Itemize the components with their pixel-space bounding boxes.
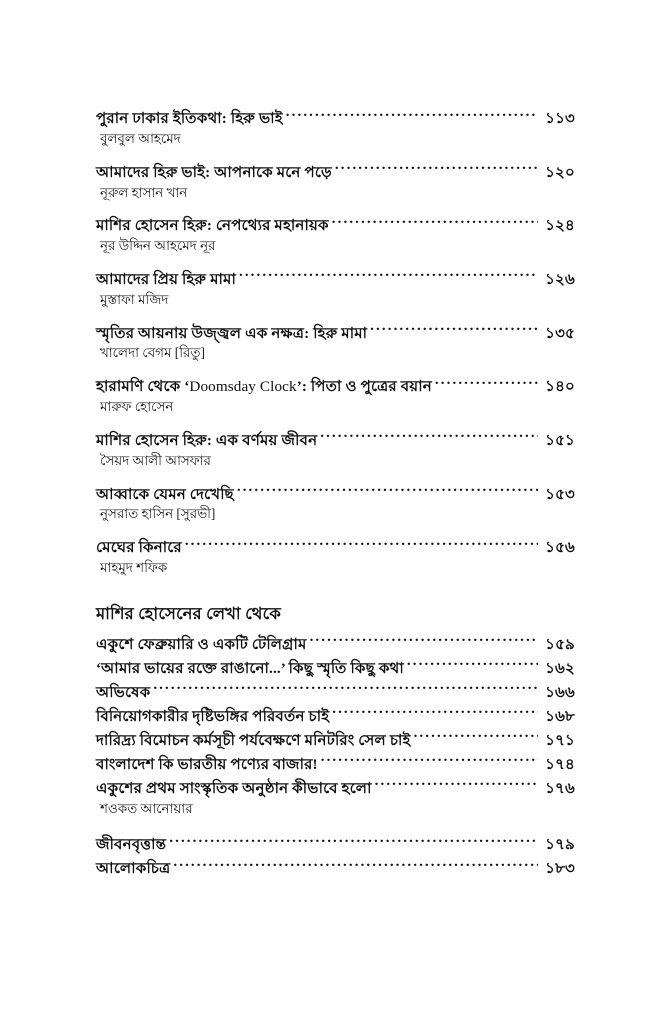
dot-leader (320, 430, 538, 445)
toc-entry-title: পুরান ঢাকার ইতিকথা: হিরু ভাই (96, 110, 283, 128)
toc-entry-title: স্মৃতির আয়নায় উজ্জ্বল এক নক্ষত্র: হিরু মামা (96, 324, 368, 342)
toc-entry-author: মারুফ হোসেন (100, 399, 174, 415)
toc-entry-page: ১৬৮ (545, 707, 575, 725)
toc-entry[interactable] (96, 537, 575, 577)
dot-leader (185, 537, 538, 552)
toc-entry-line (96, 682, 575, 703)
toc-entry-page: ১২৪ (545, 217, 575, 235)
toc-entry[interactable] (96, 376, 575, 416)
toc-entry-title: একুশের প্রথম সাংস্কৃতিক অনুষ্ঠান কীভাবে হলো (96, 779, 372, 797)
toc-entry[interactable] (96, 108, 575, 148)
toc-entry-title: মেঘের কিনারে (96, 539, 182, 557)
dot-leader (169, 834, 538, 849)
toc-entry-line (96, 323, 575, 344)
toc-entry-title: অভিষেক (96, 684, 151, 702)
toc-entry-page: ১৫৩ (545, 485, 575, 503)
toc-entry-line (96, 658, 575, 679)
toc-entry-line (96, 483, 575, 504)
dot-leader (321, 754, 538, 769)
toc-entry-line (96, 430, 575, 451)
toc-entry-line (96, 537, 575, 558)
toc-entry-page: ১৫৯ (545, 636, 575, 654)
toc-entry[interactable] (96, 706, 575, 727)
toc-title-suffix: ’: পিতা ও পুত্রের বয়ান (296, 378, 432, 396)
toc-entry[interactable] (96, 430, 575, 470)
dot-leader (332, 215, 538, 230)
dot-leader (435, 376, 538, 391)
toc-entry[interactable] (96, 269, 575, 309)
dot-leader (414, 730, 538, 745)
toc-title-prefix: হারামণি থেকে ‘ (96, 378, 190, 396)
toc-entry-page: ১৭৬ (545, 779, 575, 797)
toc-entry-title: জীবনবৃত্তান্ত (96, 836, 167, 854)
toc-entry-title: ‘আমার ভায়ের রক্তে রাঙানো...’ কিছু স্মৃতি কিছু কথা (96, 660, 404, 678)
dot-leader (332, 706, 538, 721)
toc-entry-line (96, 778, 575, 799)
toc-entry-page: ১৫৬ (545, 539, 575, 557)
dot-leader (335, 162, 538, 177)
toc-entry-line (96, 706, 575, 727)
toc-entry-line (96, 376, 575, 397)
toc-entry-title: বাংলাদেশ কি ভারতীয় পণ্যের বাজার! (96, 755, 318, 773)
toc-entry[interactable] (96, 323, 575, 363)
toc-entry[interactable] (96, 754, 575, 775)
dot-leader (153, 682, 538, 697)
toc-section-essays (96, 108, 575, 577)
toc-entry-author: মুস্তাফা মজিদ (100, 291, 169, 307)
dot-leader (310, 634, 538, 649)
toc-entry-line (96, 834, 575, 855)
toc-entry-author: শওকত আনোয়ার (100, 800, 193, 816)
toc-entry-title: আলোকচিত্র (96, 860, 171, 878)
dot-leader (375, 778, 538, 793)
toc-entry-title: বিনিয়োগকারীর দৃষ্টিভঙ্গির পরিবর্তন চাই (96, 707, 330, 725)
toc-entry-line (96, 215, 575, 236)
toc-entry-line (96, 730, 575, 751)
toc-entry-page: ১৬২ (545, 660, 575, 678)
toc-entry-author: সৈয়দ আলী আসফার (100, 452, 211, 468)
dot-leader (239, 269, 538, 284)
toc-entry-title: মাশির হোসেন হিরু: নেপথ্যের মহানায়ক (96, 217, 329, 235)
toc-entry-page: ১৫১ (545, 431, 575, 449)
toc-entry-title: মাশির হোসেন হিরু: এক বর্ণময় জীবন (96, 431, 318, 449)
toc-entry[interactable] (96, 858, 575, 879)
toc-entry[interactable] (96, 634, 575, 655)
toc-entry[interactable] (96, 730, 575, 751)
toc-entry-line (96, 162, 575, 183)
toc-entry[interactable] (96, 162, 575, 202)
toc-entry-page: ১১৩ (545, 110, 575, 128)
toc-entry-line (96, 269, 575, 290)
toc-entry-author: মাহমুদ শফিক (100, 559, 168, 575)
toc-entry-page: ১৭৪ (545, 755, 575, 773)
toc-entry-page: ১৩৫ (545, 324, 575, 342)
toc-section-appendix (96, 834, 575, 879)
toc-entry-title: আমাদের হিরু ভাই: আপনাকে মনে পড়ে (96, 163, 332, 181)
toc-entry-author: খালেদা বেগম [রিতু] (100, 345, 205, 361)
toc-entry-page: ১৭১ (545, 731, 575, 749)
dot-leader (370, 323, 538, 338)
toc-entry-title (96, 377, 434, 397)
toc-entry-page: ১৬৬ (545, 684, 575, 702)
toc-entry[interactable] (96, 682, 575, 703)
toc-entry-page: ১৮৩ (545, 860, 575, 878)
toc-title-latin: Doomsday Clock (189, 378, 297, 396)
toc-entry[interactable] (96, 215, 575, 255)
toc-entry-line (96, 858, 575, 879)
section-spacer (96, 817, 575, 834)
dot-leader (407, 658, 538, 673)
dot-leader (173, 858, 538, 873)
dot-leader (286, 108, 538, 123)
dot-leader (237, 483, 538, 498)
toc-entry-title: দারিদ্র্য বিমোচন কর্মসূচী পর্যবেক্ষণে মনিটরিং সেল চাই (96, 731, 411, 749)
toc-entry-title: আব্বাকে যেমন দেখেছি (96, 485, 234, 503)
toc-section-writings (96, 634, 575, 817)
toc-entry[interactable] (96, 658, 575, 679)
toc-entry-author: বুলবুল আহমেদ (100, 130, 181, 146)
toc-entry-title: আমাদের প্রিয় হিরু মামা (96, 271, 236, 289)
toc-entry-title: একুশে ফেব্রুয়ারি ও একটি টেলিগ্রাম (96, 636, 307, 654)
toc-entry-line (96, 108, 575, 129)
toc-entry-author: নূর উদ্দিন আহমেদ নূর (100, 238, 216, 254)
toc-entry-line (96, 754, 575, 775)
toc-entry-page: ১৪০ (545, 378, 575, 396)
toc-entry-page: ১৭৯ (545, 836, 575, 854)
toc-entry[interactable] (96, 483, 575, 523)
section-heading: মাশির হোসেনের লেখা থেকে (96, 603, 281, 623)
toc-entry[interactable] (96, 834, 575, 855)
toc-entry-author: নুসরাত হাসিন [সুরভী] (100, 506, 216, 522)
toc-entry-page: ১২৬ (545, 271, 575, 289)
toc-entry-line (96, 634, 575, 655)
toc-entry-author: নূরুল হাসান খান (100, 184, 188, 200)
toc-entry-page: ১২০ (545, 163, 575, 181)
toc-entry[interactable] (96, 778, 575, 818)
